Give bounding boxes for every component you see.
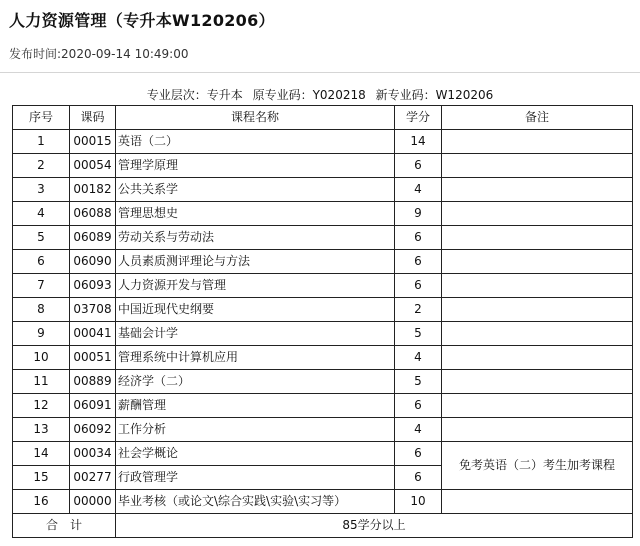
cell-code: 00889 — [70, 370, 116, 394]
cell-code: 06088 — [70, 202, 116, 226]
table-row — [13, 130, 633, 154]
cell-code: 06089 — [70, 226, 116, 250]
cell-credit: 9 — [395, 202, 442, 226]
table-row — [13, 370, 633, 394]
cell-name: 英语（二） — [116, 130, 395, 154]
cell-name: 管理系统中计算机应用 — [116, 346, 395, 370]
cell-no: 2 — [13, 154, 70, 178]
cell-name: 社会学概论 — [116, 442, 395, 466]
cell-name: 管理思想史 — [116, 202, 395, 226]
cell-note — [442, 226, 633, 250]
table-row — [13, 490, 633, 514]
cell-credit: 6 — [395, 154, 442, 178]
table-row — [13, 394, 633, 418]
cell-name: 人力资源开发与管理 — [116, 274, 395, 298]
cell-note — [442, 298, 633, 322]
cell-name: 公共关系学 — [116, 178, 395, 202]
cell-code: 00182 — [70, 178, 116, 202]
cell-code: 00015 — [70, 130, 116, 154]
total-row — [13, 514, 633, 538]
cell-no: 14 — [13, 442, 70, 466]
cell-no: 13 — [13, 418, 70, 442]
header-name: 课程名称 — [116, 106, 395, 130]
cell-note — [442, 346, 633, 370]
cell-note — [442, 490, 633, 514]
major-info — [0, 86, 640, 103]
table-row — [13, 202, 633, 226]
cell-no: 12 — [13, 394, 70, 418]
cell-note — [442, 418, 633, 442]
new-major-code: 新专业码：W120206 — [375, 88, 494, 102]
cell-code: 06093 — [70, 274, 116, 298]
cell-credit: 6 — [395, 394, 442, 418]
cell-no: 4 — [13, 202, 70, 226]
cell-name: 经济学（二） — [116, 370, 395, 394]
cell-credit: 5 — [395, 322, 442, 346]
cell-credit: 10 — [395, 490, 442, 514]
cell-credit: 4 — [395, 418, 442, 442]
cell-code: 00054 — [70, 154, 116, 178]
cell-code: 06091 — [70, 394, 116, 418]
table-row — [13, 418, 633, 442]
major-level: 专业层次：专升本 — [146, 88, 243, 102]
cell-name: 中国近现代史纲要 — [116, 298, 395, 322]
publish-time: 发布时间:2020-09-14 10:49:00 — [9, 47, 189, 61]
cell-name: 基础会计学 — [116, 322, 395, 346]
table-header-row — [13, 106, 633, 130]
cell-credit: 6 — [395, 442, 442, 466]
cell-note — [442, 130, 633, 154]
cell-note — [442, 394, 633, 418]
cell-no: 5 — [13, 226, 70, 250]
cell-name: 管理学原理 — [116, 154, 395, 178]
cell-code: 00034 — [70, 442, 116, 466]
header-credit: 学分 — [395, 106, 442, 130]
cell-no: 3 — [13, 178, 70, 202]
cell-name: 工作分析 — [116, 418, 395, 442]
header-code: 课码 — [70, 106, 116, 130]
cell-note — [442, 154, 633, 178]
table-row — [13, 274, 633, 298]
cell-no: 10 — [13, 346, 70, 370]
table-row — [13, 298, 633, 322]
cell-code: 06090 — [70, 250, 116, 274]
old-major-code: 原专业码：Y020218 — [252, 88, 366, 102]
cell-no: 6 — [13, 250, 70, 274]
cell-name: 行政管理学 — [116, 466, 395, 490]
cell-note — [442, 322, 633, 346]
cell-name: 薪酬管理 — [116, 394, 395, 418]
cell-name: 毕业考核（或论文\综合实践\实验\实习等） — [116, 490, 395, 514]
table-row — [13, 346, 633, 370]
table-row — [13, 178, 633, 202]
cell-no: 8 — [13, 298, 70, 322]
cell-no: 15 — [13, 466, 70, 490]
cell-no: 1 — [13, 130, 70, 154]
course-table — [12, 105, 633, 538]
cell-note-merged: 免考英语（二）考生加考课程 — [442, 442, 633, 490]
cell-credit: 14 — [395, 130, 442, 154]
cell-name: 劳动关系与劳动法 — [116, 226, 395, 250]
cell-code: 06092 — [70, 418, 116, 442]
cell-code: 00000 — [70, 490, 116, 514]
cell-no: 11 — [13, 370, 70, 394]
cell-credit: 4 — [395, 346, 442, 370]
cell-credit: 6 — [395, 226, 442, 250]
cell-credit: 2 — [395, 298, 442, 322]
table-row — [13, 442, 633, 466]
table-row — [13, 226, 633, 250]
total-value: 85学分以上 — [116, 514, 633, 538]
cell-credit: 6 — [395, 250, 442, 274]
total-label: 合 计 — [13, 514, 116, 538]
table-row — [13, 322, 633, 346]
cell-no: 16 — [13, 490, 70, 514]
cell-code: 00277 — [70, 466, 116, 490]
table-row — [13, 250, 633, 274]
cell-code: 03708 — [70, 298, 116, 322]
cell-no: 7 — [13, 274, 70, 298]
cell-code: 00041 — [70, 322, 116, 346]
cell-no: 9 — [13, 322, 70, 346]
divider — [0, 72, 640, 73]
cell-credit: 4 — [395, 178, 442, 202]
page-title: 人力资源管理（专升本W120206） — [9, 11, 275, 30]
table-row — [13, 154, 633, 178]
cell-note — [442, 370, 633, 394]
cell-note — [442, 274, 633, 298]
cell-name: 人员素质测评理论与方法 — [116, 250, 395, 274]
cell-credit: 6 — [395, 466, 442, 490]
cell-note — [442, 250, 633, 274]
cell-credit: 6 — [395, 274, 442, 298]
header-no: 序号 — [13, 106, 70, 130]
cell-credit: 5 — [395, 370, 442, 394]
cell-note — [442, 178, 633, 202]
cell-note — [442, 202, 633, 226]
cell-code: 00051 — [70, 346, 116, 370]
header-note: 备注 — [442, 106, 633, 130]
